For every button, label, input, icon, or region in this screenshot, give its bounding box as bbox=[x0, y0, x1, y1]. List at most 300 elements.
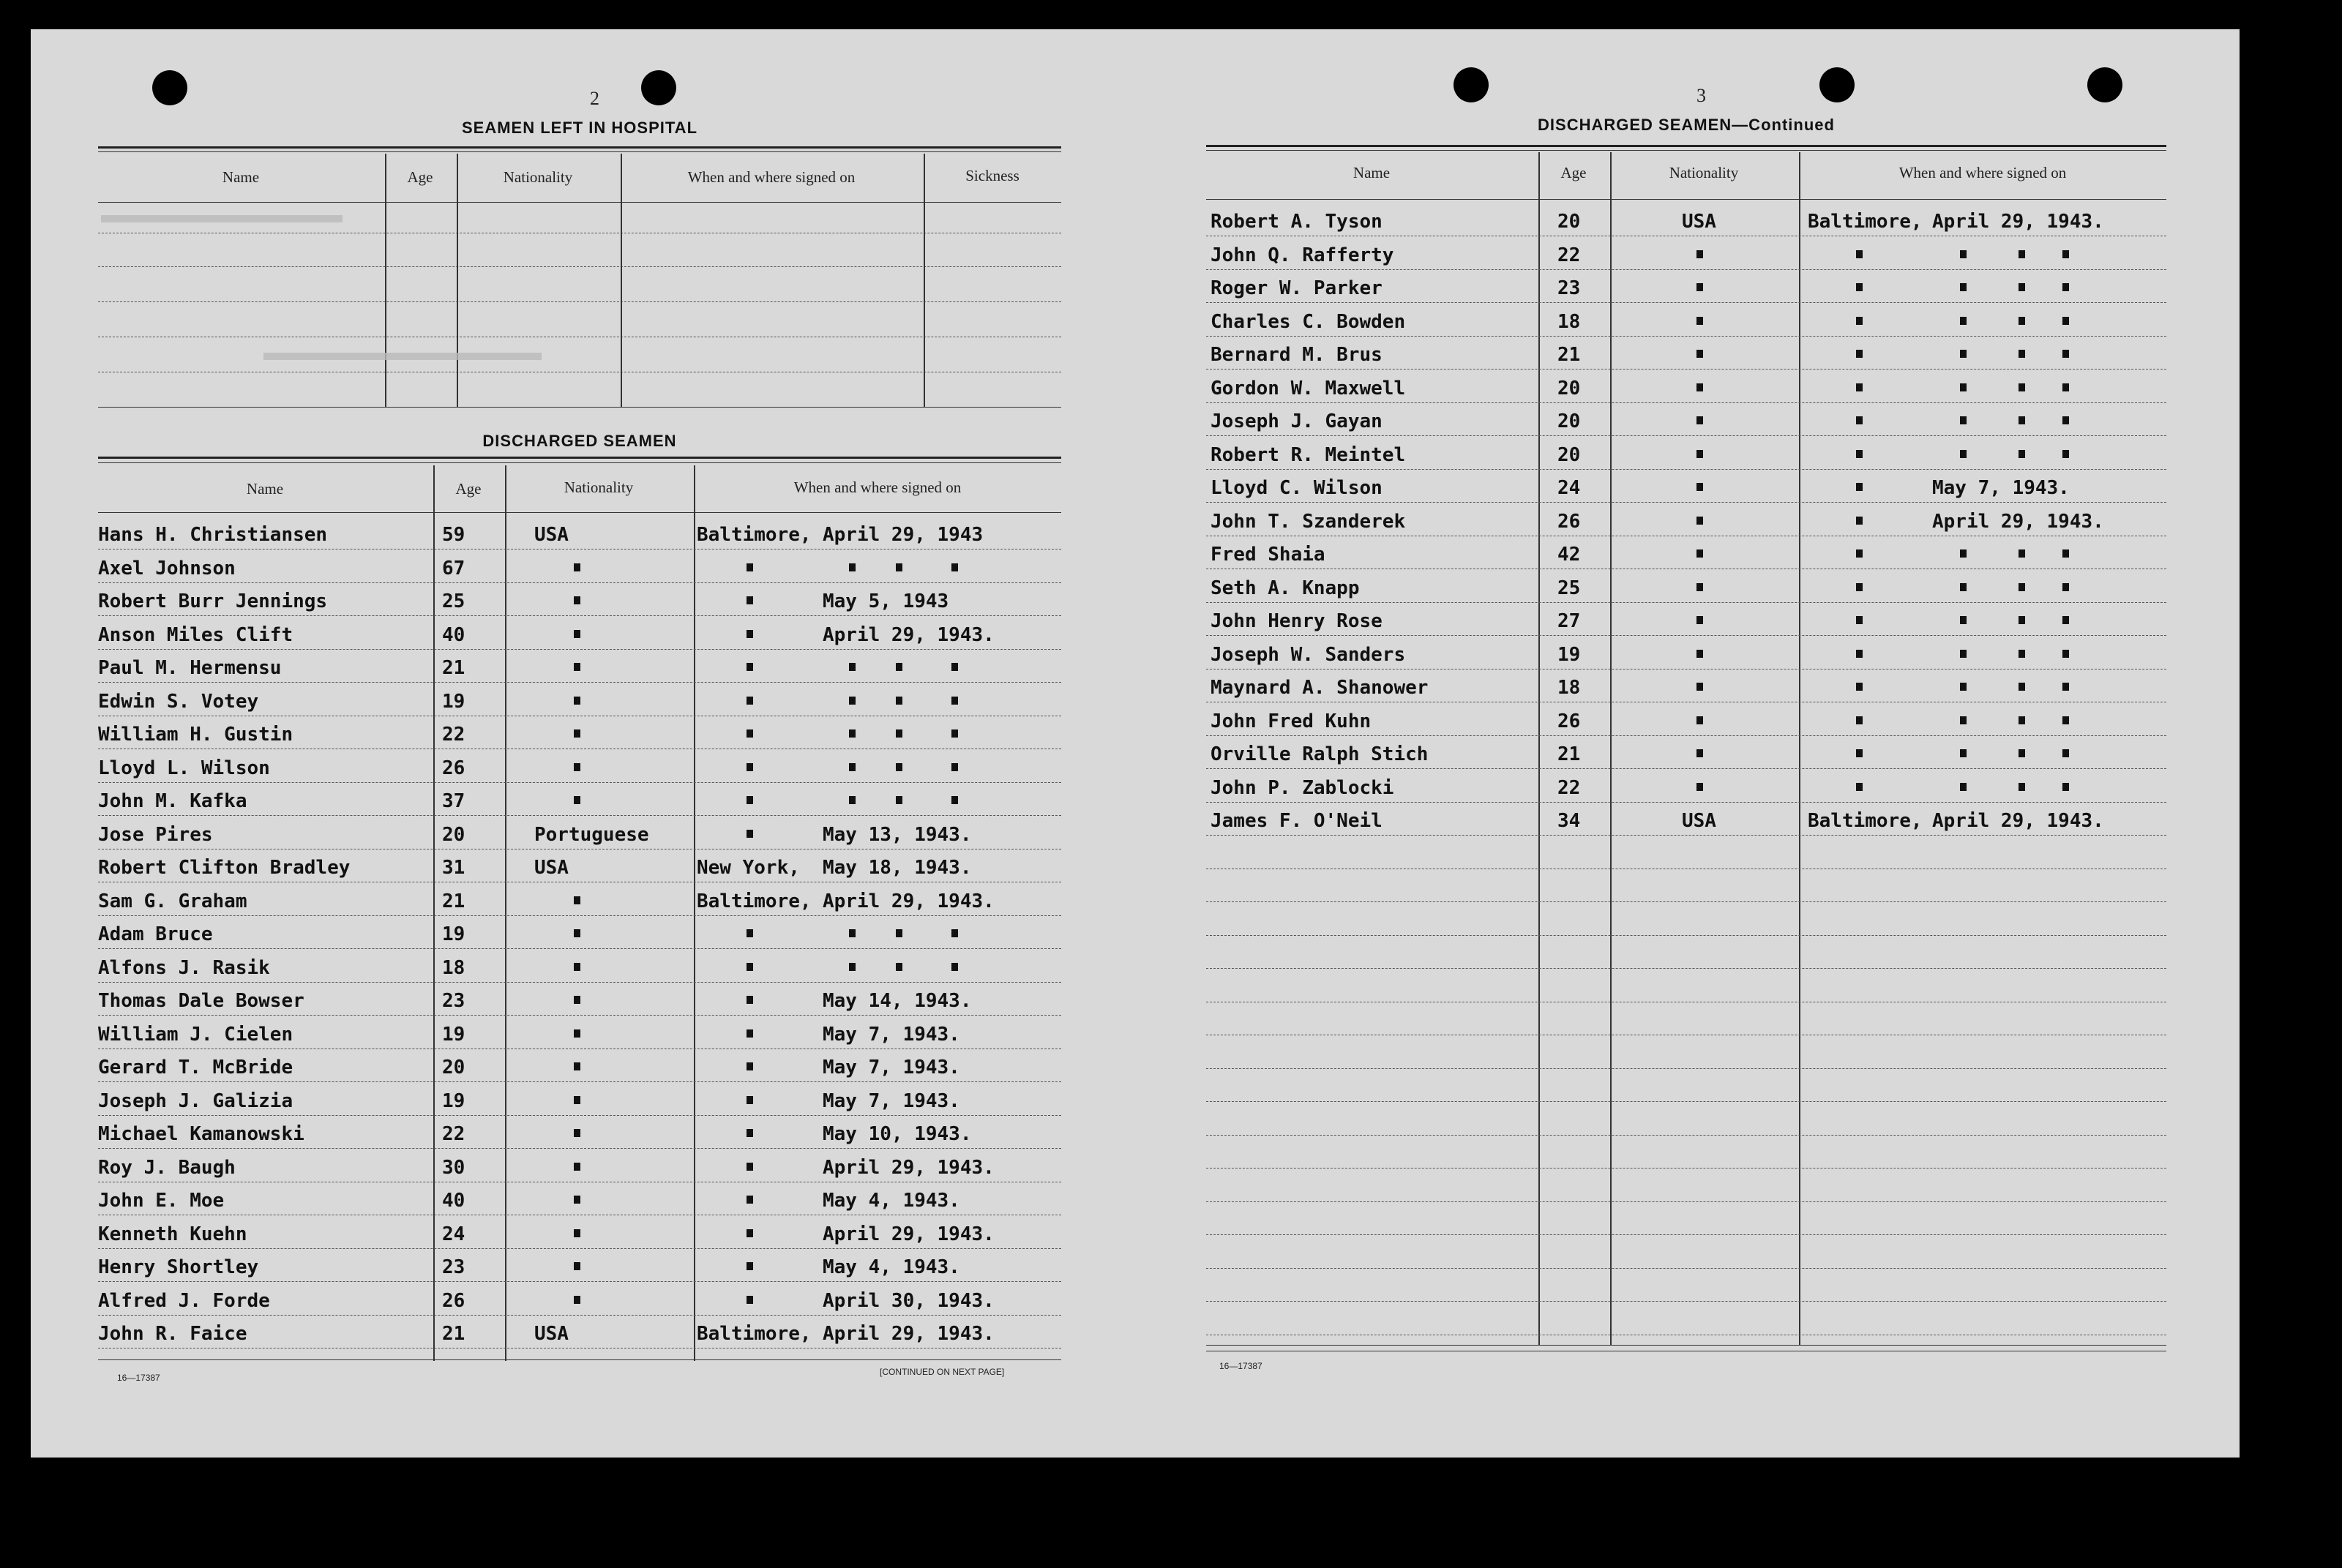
ditto-mark bbox=[1856, 783, 1863, 791]
signed-on-date: May 14, 1943. bbox=[823, 990, 972, 1012]
ditto-mark bbox=[2062, 650, 2069, 658]
ditto-mark bbox=[2019, 450, 2025, 458]
continued-col-divider bbox=[1610, 152, 1612, 1345]
seaman-age: 19 bbox=[1557, 643, 1581, 666]
ditto-mark bbox=[574, 996, 580, 1004]
table-row-line bbox=[98, 815, 1061, 816]
continued-header-name: Name bbox=[1353, 164, 1391, 181]
seaman-age: 40 bbox=[442, 1190, 465, 1212]
ditto-mark bbox=[747, 796, 753, 804]
table-row-line bbox=[1206, 336, 2166, 337]
seaman-name: Robert Burr Jennings bbox=[98, 590, 328, 612]
ditto-mark bbox=[1696, 549, 1703, 558]
seaman-age: 24 bbox=[442, 1223, 465, 1245]
continued-note: [CONTINUED ON NEXT PAGE] bbox=[880, 1367, 1005, 1377]
seaman-age: 25 bbox=[442, 590, 465, 612]
ditto-mark bbox=[2062, 317, 2069, 325]
seaman-name: Robert A. Tyson bbox=[1211, 211, 1383, 233]
ditto-mark bbox=[2062, 549, 2069, 558]
signed-on-date: May 7, 1943. bbox=[1932, 477, 2070, 499]
punch-hole bbox=[1819, 67, 1855, 102]
ditto-mark bbox=[2062, 749, 2069, 757]
seaman-age: 31 bbox=[442, 857, 465, 879]
signed-on-date: May 18, 1943. bbox=[823, 857, 972, 879]
seaman-age: 25 bbox=[1557, 577, 1581, 599]
seaman-age: 23 bbox=[1557, 277, 1581, 299]
seaman-age: 24 bbox=[1557, 477, 1581, 499]
table-row-line bbox=[98, 1248, 1061, 1249]
ditto-mark bbox=[574, 796, 580, 804]
table-row-line bbox=[98, 948, 1061, 949]
ditto-mark bbox=[2062, 683, 2069, 691]
punch-hole bbox=[641, 70, 676, 105]
discharged-col-divider bbox=[433, 465, 435, 1361]
signed-on-date: April 29, 1943. bbox=[1932, 211, 2104, 233]
seaman-age: 26 bbox=[442, 757, 465, 779]
ditto-mark bbox=[574, 1163, 580, 1171]
hospital-col-divider bbox=[457, 154, 458, 407]
ditto-mark bbox=[896, 796, 902, 804]
seaman-name: Seth A. Knapp bbox=[1211, 577, 1360, 599]
erased-entry bbox=[263, 353, 542, 360]
ditto-mark bbox=[747, 1262, 753, 1270]
table-row-line bbox=[1206, 935, 2166, 936]
seaman-name: Joseph J. Galizia bbox=[98, 1089, 293, 1112]
signed-on-date: May 4, 1943. bbox=[823, 1190, 960, 1212]
seaman-name: Michael Kamanowski bbox=[98, 1123, 304, 1145]
table-row-line bbox=[1206, 1168, 2166, 1169]
table-row-line bbox=[98, 782, 1061, 783]
ditto-mark bbox=[1696, 350, 1703, 358]
ditto-mark bbox=[1856, 416, 1863, 424]
ditto-mark bbox=[896, 729, 902, 738]
seaman-nationality: Portuguese bbox=[534, 823, 649, 846]
discharged-title: DISCHARGED SEAMEN bbox=[482, 432, 677, 450]
ditto-mark bbox=[1696, 783, 1703, 791]
seaman-age: 20 bbox=[1557, 377, 1581, 399]
ditto-mark bbox=[1960, 283, 1967, 291]
ditto-mark bbox=[574, 896, 580, 904]
signed-on-date: May 13, 1943. bbox=[823, 823, 972, 846]
continued-top-rule-2 bbox=[1206, 150, 2166, 151]
ditto-mark bbox=[574, 630, 580, 638]
table-row-line bbox=[1206, 269, 2166, 270]
seaman-age: 23 bbox=[442, 1256, 465, 1278]
seaman-age: 27 bbox=[1557, 610, 1581, 632]
seaman-name: John Q. Rafferty bbox=[1211, 244, 1394, 266]
discharged-top-rule bbox=[98, 457, 1061, 459]
seaman-name: Hans H. Christiansen bbox=[98, 524, 328, 546]
signed-on-date: April 29, 1943. bbox=[823, 1156, 995, 1179]
punch-hole bbox=[152, 70, 187, 105]
seaman-name: James F. O'Neil bbox=[1211, 810, 1383, 832]
seaman-name: Fred Shaia bbox=[1211, 544, 1325, 566]
continued-header-rule bbox=[1206, 199, 2166, 200]
ditto-mark bbox=[1960, 350, 1967, 358]
ditto-mark bbox=[574, 1229, 580, 1237]
discharged-col-divider bbox=[694, 465, 695, 1361]
seaman-age: 20 bbox=[1557, 211, 1581, 233]
ditto-mark bbox=[747, 697, 753, 705]
seaman-name: Jose Pires bbox=[98, 823, 213, 846]
continued-col-divider bbox=[1538, 152, 1540, 1345]
ditto-mark bbox=[1856, 616, 1863, 624]
ditto-mark bbox=[574, 596, 580, 604]
continued-bottom-rule bbox=[1206, 1345, 2166, 1346]
signed-on-date: April 30, 1943. bbox=[823, 1289, 995, 1312]
table-row-line bbox=[98, 649, 1061, 650]
table-row-line bbox=[98, 582, 1061, 583]
table-row-line bbox=[98, 915, 1061, 916]
ditto-mark bbox=[849, 563, 856, 571]
seaman-name: Henry Shortley bbox=[98, 1256, 259, 1278]
ditto-mark bbox=[2062, 383, 2069, 391]
table-row-line bbox=[1206, 968, 2166, 969]
seaman-age: 19 bbox=[442, 923, 465, 945]
erased-entry bbox=[101, 215, 343, 222]
seaman-name: William J. Cielen bbox=[98, 1023, 293, 1046]
ditto-mark bbox=[574, 1196, 580, 1204]
signed-on-date: April 29, 1943. bbox=[823, 890, 995, 912]
ditto-mark bbox=[574, 1096, 580, 1104]
seaman-age: 20 bbox=[1557, 443, 1581, 466]
seaman-age: 26 bbox=[1557, 510, 1581, 533]
ditto-mark bbox=[574, 729, 580, 738]
ditto-mark bbox=[747, 1096, 753, 1104]
table-row-line bbox=[1206, 802, 2166, 803]
ditto-mark bbox=[1960, 250, 1967, 258]
hospital-col-divider bbox=[385, 154, 386, 407]
ditto-mark bbox=[1960, 583, 1967, 591]
form-code-left: 16—17387 bbox=[117, 1373, 160, 1383]
continued-header-age: Age bbox=[1560, 164, 1587, 181]
table-row-line bbox=[98, 1315, 1061, 1316]
signed-on-date: April 29, 1943. bbox=[1932, 810, 2104, 832]
table-row-line bbox=[1206, 435, 2166, 436]
seaman-age: 22 bbox=[1557, 776, 1581, 799]
seaman-age: 21 bbox=[442, 1323, 465, 1345]
table-row-line bbox=[98, 1081, 1061, 1082]
signed-on-date: April 29, 1943. bbox=[823, 1223, 995, 1245]
ditto-mark bbox=[896, 929, 902, 937]
seaman-age: 23 bbox=[442, 990, 465, 1012]
ditto-mark bbox=[2062, 583, 2069, 591]
ditto-mark bbox=[747, 963, 753, 971]
table-row-line bbox=[1206, 1101, 2166, 1102]
ditto-mark bbox=[574, 763, 580, 771]
ditto-mark bbox=[574, 963, 580, 971]
seaman-name: Thomas Dale Bowser bbox=[98, 990, 304, 1012]
seaman-name: William H. Gustin bbox=[98, 724, 293, 746]
ditto-mark bbox=[2062, 250, 2069, 258]
hospital-header-age: Age bbox=[407, 168, 433, 186]
discharged-top-rule-2 bbox=[98, 462, 1061, 463]
table-row-line bbox=[98, 1115, 1061, 1116]
ditto-mark bbox=[1856, 250, 1863, 258]
seaman-name: Lloyd C. Wilson bbox=[1211, 477, 1383, 499]
hospital-top-rule bbox=[98, 146, 1061, 149]
seaman-age: 18 bbox=[1557, 677, 1581, 699]
ditto-mark bbox=[1696, 250, 1703, 258]
ditto-mark bbox=[1856, 749, 1863, 757]
seaman-nationality: USA bbox=[1682, 211, 1716, 233]
ditto-mark bbox=[747, 1296, 753, 1304]
ditto-mark bbox=[1696, 517, 1703, 525]
ditto-mark bbox=[747, 830, 753, 838]
ditto-mark bbox=[1696, 483, 1703, 491]
seaman-name: Edwin S. Votey bbox=[98, 690, 259, 713]
hospital-col-divider bbox=[924, 154, 925, 407]
signed-on-date: May 5, 1943 bbox=[823, 590, 949, 612]
ditto-mark bbox=[574, 697, 580, 705]
signed-on-date: April 29, 1943. bbox=[823, 623, 995, 646]
signed-on-date: May 4, 1943. bbox=[823, 1256, 960, 1278]
seaman-name: Sam G. Graham bbox=[98, 890, 247, 912]
table-row-line bbox=[98, 1015, 1061, 1016]
seaman-name: Lloyd L. Wilson bbox=[98, 757, 270, 779]
hospital-top-rule-2 bbox=[98, 151, 1061, 152]
seaman-age: 22 bbox=[442, 1123, 465, 1145]
seaman-name: Joseph J. Gayan bbox=[1211, 410, 1383, 432]
table-row-line bbox=[98, 1281, 1061, 1282]
ditto-mark bbox=[747, 929, 753, 937]
signed-on-place: Baltimore, bbox=[697, 890, 812, 912]
ditto-mark bbox=[1696, 616, 1703, 624]
ditto-mark bbox=[2019, 350, 2025, 358]
seaman-name: Axel Johnson bbox=[98, 557, 236, 579]
table-row-line bbox=[98, 1148, 1061, 1149]
hospital-row bbox=[98, 266, 1061, 267]
table-row-line bbox=[1206, 302, 2166, 303]
ditto-mark bbox=[1856, 716, 1863, 724]
seaman-age: 20 bbox=[1557, 410, 1581, 432]
ditto-mark bbox=[574, 1262, 580, 1270]
ditto-mark bbox=[2019, 583, 2025, 591]
ditto-mark bbox=[951, 663, 958, 671]
seaman-age: 21 bbox=[1557, 743, 1581, 765]
ditto-mark bbox=[2019, 383, 2025, 391]
table-row-line bbox=[1206, 502, 2166, 503]
ditto-mark bbox=[2062, 616, 2069, 624]
ditto-mark bbox=[1856, 583, 1863, 591]
ditto-mark bbox=[1696, 583, 1703, 591]
ditto-mark bbox=[1960, 450, 1967, 458]
signed-on-place: Baltimore, bbox=[1808, 211, 1923, 233]
seaman-name: John E. Moe bbox=[98, 1190, 225, 1212]
seaman-name: Anson Miles Clift bbox=[98, 623, 293, 646]
seaman-name: Joseph W. Sanders bbox=[1211, 643, 1406, 666]
ditto-mark bbox=[1696, 383, 1703, 391]
ditto-mark bbox=[1960, 616, 1967, 624]
table-row-line bbox=[1206, 735, 2166, 736]
ditto-mark bbox=[896, 663, 902, 671]
ditto-mark bbox=[2062, 716, 2069, 724]
table-row-line bbox=[1206, 1201, 2166, 1202]
ditto-mark bbox=[2019, 416, 2025, 424]
seaman-age: 21 bbox=[442, 890, 465, 912]
ditto-mark bbox=[747, 1029, 753, 1038]
ditto-mark bbox=[2062, 450, 2069, 458]
ditto-mark bbox=[574, 929, 580, 937]
seaman-name: Gordon W. Maxwell bbox=[1211, 377, 1406, 399]
hospital-header-sickness: Sickness bbox=[965, 167, 1020, 184]
punch-hole bbox=[2087, 67, 2122, 102]
continued-top-rule bbox=[1206, 145, 2166, 147]
ditto-mark bbox=[747, 1129, 753, 1137]
ditto-mark bbox=[1696, 716, 1703, 724]
signed-on-date: May 7, 1943. bbox=[823, 1089, 960, 1112]
continued-header-signed: When and where signed on bbox=[1898, 164, 2067, 181]
hospital-row bbox=[98, 301, 1061, 302]
signed-on-place: Baltimore, bbox=[697, 1323, 812, 1345]
table-row-line bbox=[98, 615, 1061, 616]
seaman-name: John T. Szanderek bbox=[1211, 510, 1406, 533]
discharged-bottom-rule bbox=[98, 1359, 1061, 1360]
page-number-right: 3 bbox=[1696, 85, 1706, 106]
ditto-mark bbox=[1696, 416, 1703, 424]
ditto-mark bbox=[951, 929, 958, 937]
table-row-line bbox=[1206, 602, 2166, 603]
seaman-nationality: USA bbox=[534, 524, 569, 546]
seaman-age: 22 bbox=[442, 724, 465, 746]
discharged-header-nationality: Nationality bbox=[564, 479, 634, 496]
signed-on-place: New York, bbox=[697, 857, 800, 879]
seaman-age: 59 bbox=[442, 524, 465, 546]
ditto-mark bbox=[2062, 783, 2069, 791]
ditto-mark bbox=[1960, 749, 1967, 757]
ditto-mark bbox=[2019, 616, 2025, 624]
signed-on-date: May 10, 1943. bbox=[823, 1123, 972, 1145]
ditto-mark bbox=[574, 663, 580, 671]
seaman-name: Bernard M. Brus bbox=[1211, 344, 1383, 366]
hospital-title: SEAMEN LEFT IN HOSPITAL bbox=[461, 119, 698, 137]
seaman-age: 21 bbox=[1557, 344, 1581, 366]
seaman-age: 30 bbox=[442, 1156, 465, 1179]
ditto-mark bbox=[747, 663, 753, 671]
ditto-mark bbox=[2062, 350, 2069, 358]
seaman-age: 37 bbox=[442, 790, 465, 812]
seaman-name: Robert Clifton Bradley bbox=[98, 857, 351, 879]
continued-col-divider bbox=[1799, 152, 1800, 1345]
ditto-mark bbox=[896, 697, 902, 705]
seaman-age: 26 bbox=[442, 1289, 465, 1312]
seaman-name: Orville Ralph Stich bbox=[1211, 743, 1429, 765]
ditto-mark bbox=[849, 697, 856, 705]
ditto-mark bbox=[574, 563, 580, 571]
seaman-nationality: USA bbox=[534, 1323, 569, 1345]
ditto-mark bbox=[574, 1029, 580, 1038]
seaman-age: 22 bbox=[1557, 244, 1581, 266]
ditto-mark bbox=[1856, 383, 1863, 391]
ditto-mark bbox=[1696, 317, 1703, 325]
ditto-mark bbox=[1960, 783, 1967, 791]
ditto-mark bbox=[1856, 350, 1863, 358]
seaman-age: 34 bbox=[1557, 810, 1581, 832]
ditto-mark bbox=[747, 1196, 753, 1204]
table-row-line bbox=[98, 682, 1061, 683]
signed-on-date: May 7, 1943. bbox=[823, 1023, 960, 1046]
signed-on-date: May 7, 1943. bbox=[823, 1057, 960, 1079]
ditto-mark bbox=[1696, 749, 1703, 757]
table-row-line bbox=[1206, 369, 2166, 370]
seaman-name: Paul M. Hermensu bbox=[98, 657, 282, 679]
ditto-mark bbox=[1696, 683, 1703, 691]
seaman-name: John R. Faice bbox=[98, 1323, 247, 1345]
seaman-name: Charles C. Bowden bbox=[1211, 310, 1406, 333]
ditto-mark bbox=[1696, 450, 1703, 458]
ditto-mark bbox=[951, 796, 958, 804]
continued-title: DISCHARGED SEAMEN—Continued bbox=[1538, 116, 1835, 134]
ditto-mark bbox=[951, 697, 958, 705]
seaman-nationality: USA bbox=[534, 857, 569, 879]
ditto-mark bbox=[896, 763, 902, 771]
seaman-age: 42 bbox=[1557, 544, 1581, 566]
ditto-mark bbox=[1960, 650, 1967, 658]
ditto-mark bbox=[1856, 317, 1863, 325]
ditto-mark bbox=[849, 929, 856, 937]
ditto-mark bbox=[849, 963, 856, 971]
seaman-name: Gerard T. McBride bbox=[98, 1057, 293, 1079]
seaman-age: 40 bbox=[442, 623, 465, 646]
discharged-header-name: Name bbox=[246, 480, 284, 498]
ditto-mark bbox=[951, 729, 958, 738]
ditto-mark bbox=[747, 763, 753, 771]
ditto-mark bbox=[849, 729, 856, 738]
discharged-header-rule bbox=[98, 512, 1061, 513]
ditto-mark bbox=[2019, 317, 2025, 325]
form-code-right: 16—17387 bbox=[1219, 1361, 1262, 1371]
ditto-mark bbox=[1960, 683, 1967, 691]
ditto-mark bbox=[1856, 549, 1863, 558]
hospital-col-divider bbox=[621, 154, 622, 407]
ditto-mark bbox=[574, 1062, 580, 1070]
ditto-mark bbox=[574, 1296, 580, 1304]
ditto-mark bbox=[1696, 650, 1703, 658]
seaman-name: Adam Bruce bbox=[98, 923, 213, 945]
signed-on-date: April 29, 1943 bbox=[823, 524, 984, 546]
ditto-mark bbox=[2062, 283, 2069, 291]
hospital-header-rule bbox=[98, 202, 1061, 203]
seaman-name: Alfons J. Rasik bbox=[98, 956, 270, 979]
seaman-age: 20 bbox=[442, 1057, 465, 1079]
ditto-mark bbox=[896, 963, 902, 971]
ditto-mark bbox=[1856, 517, 1863, 525]
ditto-mark bbox=[747, 596, 753, 604]
ditto-mark bbox=[2019, 549, 2025, 558]
discharged-col-divider bbox=[505, 465, 506, 1361]
ditto-mark bbox=[2019, 283, 2025, 291]
seaman-name: Roy J. Baugh bbox=[98, 1156, 236, 1179]
ditto-mark bbox=[1856, 683, 1863, 691]
seaman-name: John M. Kafka bbox=[98, 790, 247, 812]
ditto-mark bbox=[747, 996, 753, 1004]
seaman-age: 19 bbox=[442, 1089, 465, 1112]
ditto-mark bbox=[2019, 250, 2025, 258]
seaman-age: 18 bbox=[442, 956, 465, 979]
ditto-mark bbox=[1960, 383, 1967, 391]
table-row-line bbox=[1206, 835, 2166, 836]
table-row-line bbox=[1206, 635, 2166, 636]
ditto-mark bbox=[1960, 317, 1967, 325]
table-row-line bbox=[1206, 1068, 2166, 1069]
ditto-mark bbox=[2062, 416, 2069, 424]
ditto-mark bbox=[1960, 716, 1967, 724]
hospital-header-nationality: Nationality bbox=[503, 168, 573, 186]
ditto-mark bbox=[1856, 483, 1863, 491]
seaman-age: 19 bbox=[442, 1023, 465, 1046]
ditto-mark bbox=[2019, 749, 2025, 757]
ditto-mark bbox=[951, 963, 958, 971]
